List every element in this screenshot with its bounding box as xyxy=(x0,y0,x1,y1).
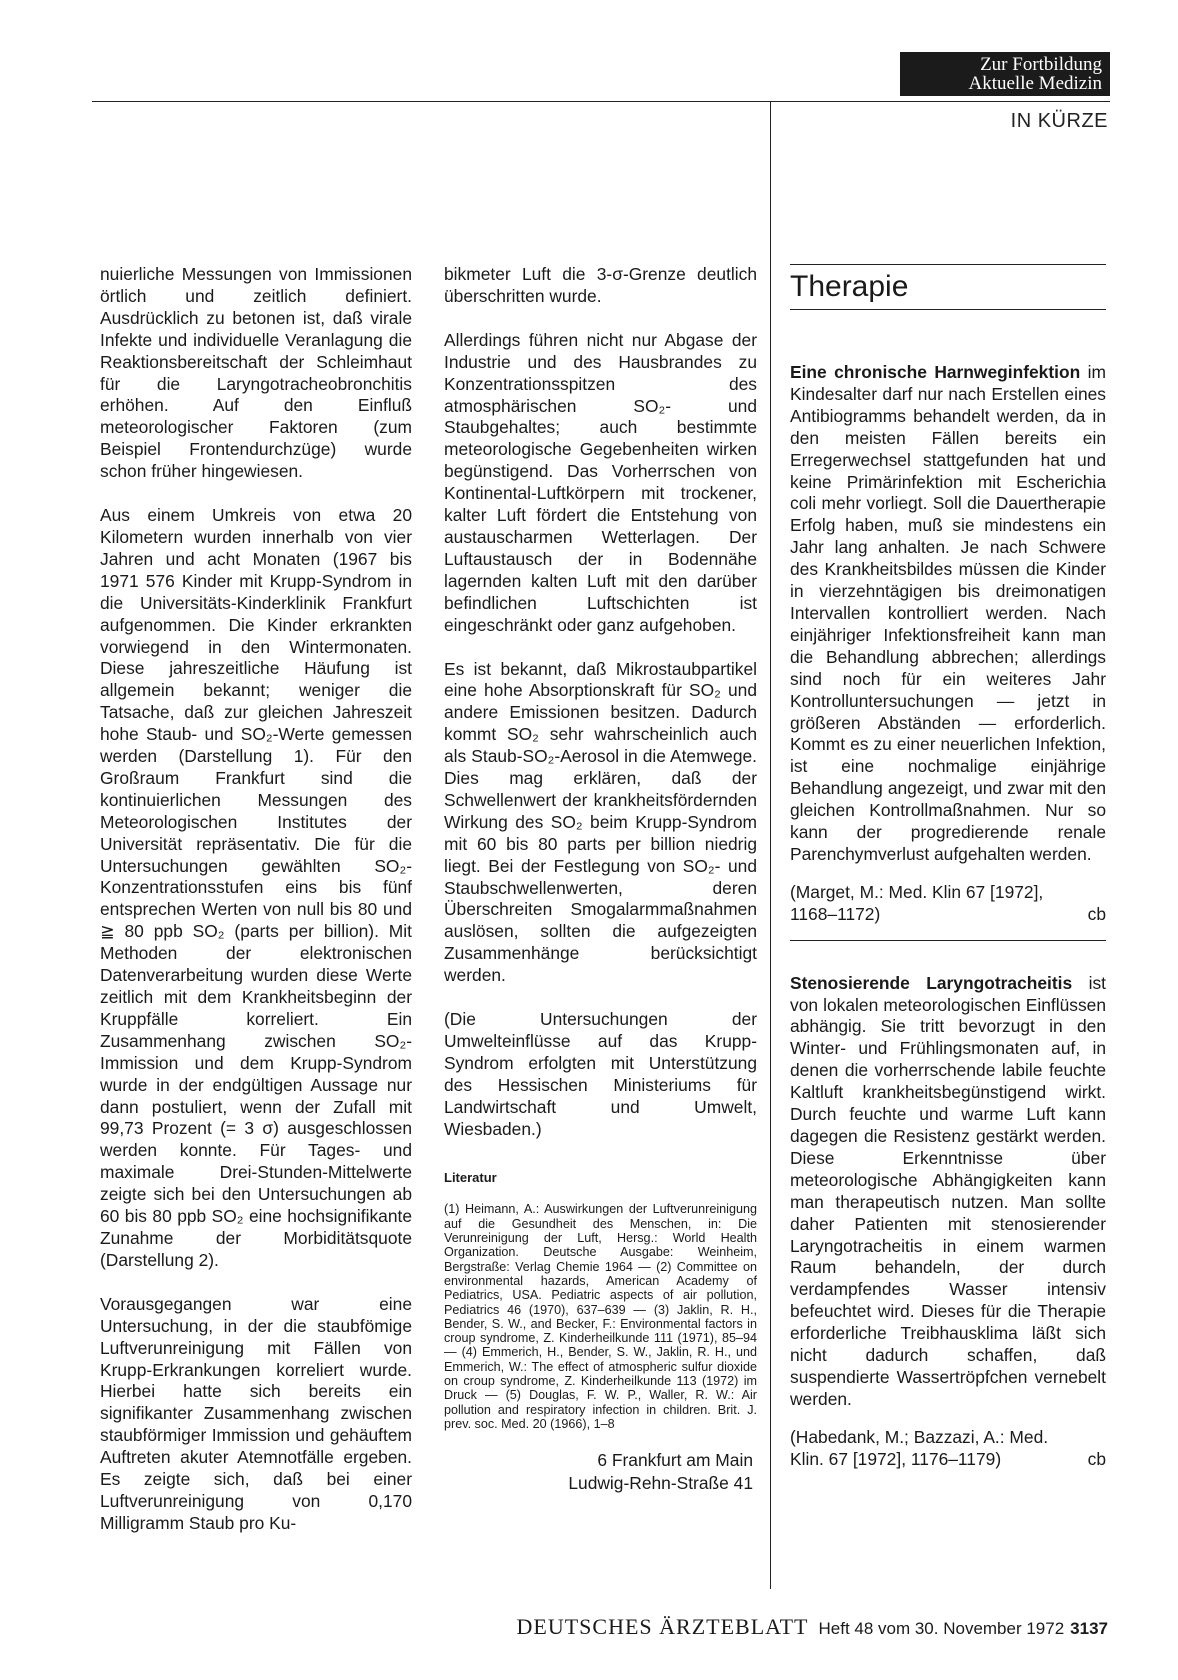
literature-list: (1) Heimann, A.: Auswirkungen der Luftverunreinigung auf die Gesundheit des Menschen, in: Die Verunreinigung der Luft, Hersg.: World Health Organization. Deutsche Ausgabe: Weinheim, Bergstraße: Verlag Chemie 1964 — (2) Committee on environmental hazards, American Academy of Pediatrics, USA. Pediatric aspects of air pollution, Pediatrics 46 (1970), 637–639 — (3) Jaklin, R. H., Bender, S. W., and Becker, F.: Environmental factors in croup syndrome, Z. Kinderheilkunde 111 (1971), 85–94 — (4) Emmerich, H., Bender, S. W., Jaklin, R. H., und Emmerich, W.: The effect of atmospheric sulfur dioxide on croup syndrome, Z. Kinderheilkunde 113 (1972) im Druck — (5) Douglas, F. W. P., Waller, R. W.: Air pollution and respiratory infection in children. Brit. J. prev. soc. Med. 20 (1966), 1–8 xyxy=(444,1202,757,1431)
section-title-therapie: Therapie xyxy=(790,270,909,303)
column-1 xyxy=(100,264,412,1535)
journal-name: DEUTSCHES ÄRZTEBLATT xyxy=(516,1614,809,1639)
literature-heading: Literatur xyxy=(444,1169,497,1185)
item-separator xyxy=(790,940,1106,941)
therapie-rule-bottom xyxy=(790,309,1106,310)
therapy-item-2 xyxy=(790,973,1106,1411)
therapy-item-2-body: ist von lokalen meteorologischen Einflüssen abhängig. Sie tritt bevorzugt in den Winter- und Frühlingsmonaten auf, in denen die vorherrschende labile feuchte Kaltluft krankheitsbegünstigend wirkt. Durch feuchte und warme Luft kann dagegen die Resistenz gestärkt werden. Diese Erkenntnisse über meteorologische Abhängigkeiten kann man therapeutisch nutzen. Man sollte daher Patienten mit stenosierender Laryngotracheitis in einem warmen Raum behandeln, der durch verdampfendes Wasser intensiv befeuchtet wird. Dieses für die Therapie erforderliche Treibhausklima läßt sich nicht dadurch schaffen, daß suspendierte Wassertröpfchen vernebelt werden. xyxy=(790,972,1106,1409)
section-label: IN KÜRZE xyxy=(1010,110,1108,132)
citation-1-initials: cb xyxy=(1087,903,1106,924)
page-number: 3137 xyxy=(1070,1619,1108,1638)
therapy-item-1 xyxy=(790,362,1106,866)
therapy-item-1-body: im Kindesalter darf nur nach Erstellen eines Antibiogramms behandelt werden, da in den meisten Fällen bereits ein Erregerwechsel stattgefunden hat und keine Primärinfektion mit Escherichia coli mehr vorliegt. Soll die Dauertherapie Erfolg haben, muß sie mindestens ein Jahr lang anhalten. Je nach Schwere des Krankheitsbildes müssen die Kinder in vierzehntägigen bis dreimonatigen Intervallen kontrolliert werden. Nach einjähriger Infektionsfreiheit kann man die Behandlung abbrechen; allerdings sind noch für ein weiteres Jahr Kontrolluntersuchungen — jetzt in größeren Abständen — erforderlich. Kommt es zu einer neuerlichen Infektion, ist eine nochmalige einjährige Behandlung angezeigt, und zwar mit den gleichen Kontrollmaßnahmen. Nur so kann der progredierende renale Parenchymverlust aufgehalten werden. xyxy=(790,362,1106,864)
therapy-item-1-heading: Eine chronische Harnweginfektion xyxy=(790,362,1081,382)
col1-paragraph-1: nuierliche Messungen von Immissionen örtlich und zeitlich definiert. Ausdrücklich zu betonen ist, daß virale Infekte und individuelle Veranlagung die Reaktionsbereitschaft der Schleimhaut für die Laryngotracheobronchitis erhöhen. Auf den Einfluß meteorologischer Faktoren (zum Beispiel Frontendurchzüge) wurde schon früher hingewiesen. xyxy=(100,264,412,482)
issue-info: Heft 48 vom 30. November 1972 xyxy=(818,1619,1065,1638)
therapy-item-1-citation xyxy=(790,882,1106,926)
citation-2-line-1: (Habedank, M.; Bazzazi, A.: Med. xyxy=(790,1426,1049,1447)
col2-paragraph-4: (Die Untersuchungen der Umwelteinflüsse auf das Krupp-Syndrom erfolgten mit Unterstützung des Hessischen Ministeriums für Landwirtschaft und Umwelt, Wiesbaden.) xyxy=(444,1009,757,1139)
col1-paragraph-2: Aus einem Umkreis von etwa 20 Kilometern wurden innerhalb von vier Jahren und acht Monaten (1967 bis 1971 576 Kinder mit Krupp-Syndrom in die Universitäts-Kinderklinik Frankfurt aufgenommen. Die Kinder erkrankten vorwiegend in den Wintermonaten. Diese jahreszeitliche Häufung ist allgemein bekannt; weniger die Tatsache, daß zur gleichen Jahreszeit hohe Staub- und SO₂-Werte gemessen werden (Darstellung 1). Für den Großraum Frankfurt sind die kontinuierlichen Messungen des Meteorologischen Institutes der Universität repräsentativ. Die für die Untersuchungen gewählten SO₂-Konzentrationsstufen eins bis fünf entsprechen Werten von null bis 80 und ≧ 80 ppb SO₂ (parts per billion). Mit Methoden der elektronischen Datenverarbeitung wurden diese Werte zeitlich mit dem Krankheitsbeginn der Kruppfälle korreliert. Ein Zusammenhang zwischen SO₂-Immission und dem Krupp-Syndrom wurde in der endgültigen Aussage nur dann postuliert, wenn der Zufall mit 99,73 Prozent (= 3 σ) ausgeschlossen werden konnte. Für Tages- und maximale Drei-Stunden-Mittelwerte zeigte sich bei den Untersuchungen ab 60 bis 80 ppb SO₂ eine hochsignifikante Zunahme der Morbiditätsquote (Darstellung 2). xyxy=(100,505,412,1270)
author-address xyxy=(444,1449,757,1495)
column-divider xyxy=(770,101,771,1589)
column-2 xyxy=(444,264,757,1495)
address-line-1: 6 Frankfurt am Main xyxy=(597,1450,753,1471)
citation-2-line-2: Klin. 67 [1972], 1176–1179) xyxy=(790,1448,1002,1469)
citation-1-line-1: (Marget, M.: Med. Klin 67 [1972], xyxy=(790,881,1044,902)
therapy-item-2-heading: Stenosierende Laryngotracheitis xyxy=(790,972,1073,993)
masthead-line-1: Zur Fortbildung xyxy=(980,54,1102,75)
masthead-box xyxy=(900,52,1110,96)
therapy-item-2-citation xyxy=(790,1427,1106,1471)
col1-paragraph-3: Vorausgegangen war eine Untersuchung, in der die staubfömige Luftverunreinigung mit Fällen von Krupp-Erkrankungen korreliert wurde. Hierbei hatte sich bereits ein signifikanter Zusammenhang zwischen staubförmiger Immission und gehäuftem Auftreten akuter Atemnotfälle ergeben. Es zeigte sich, daß bei einer Luftverunreinigung von 0,170 Milligramm Staub pro Ku- xyxy=(100,1293,412,1533)
masthead-line-2: Aktuelle Medizin xyxy=(968,73,1102,94)
col2-paragraph-2: Allerdings führen nicht nur Abgase der Industrie und des Hausbrandes zu Konzentrationsspitzen des atmosphärischen SO₂- und Staubgehaltes; auch bestimmte meteorologische Gegebenheiten wirken begünstigend. Das Vorherrschen von Kontinental-Luftkörpern mit trockener, kalter Luft fördert die Entstehung von austauscharmen Wetterlagen. Der Luftaustausch der in Bodennähe lagernden kalten Luft mit den darüber befindlichen Luftschichten ist eingeschränkt oder ganz aufgehoben. xyxy=(444,329,757,635)
address-line-2: Ludwig-Rehn-Straße 41 xyxy=(568,1473,753,1494)
page-footer xyxy=(0,1614,1108,1640)
col2-paragraph-3: Es ist bekannt, daß Mikrostaubpartikel eine hohe Absorptionskraft für SO₂ und andere Emissionen besitzen. Dadurch kommt SO₂ sehr wahrscheinlich auch als Staub-SO₂-Aerosol in die Atemwege. Dies mag erklären, daß der Schwellenwert der krankheitsfördernden Wirkung des SO₂ beim Krupp-Syndrom mit 60 bis 80 parts per billion niedrig liegt. Bei der Festlegung von SO₂- und Staubschwellenwerten, deren Überschreiten Smogalarmmaßnahmen auslösen, sollten die aufgezeigten Zusammenhänge berücksichtigt werden. xyxy=(444,658,757,986)
citation-2-initials: cb xyxy=(1087,1448,1106,1469)
col2-paragraph-1: bikmeter Luft die 3-σ-Grenze deutlich überschritten wurde. xyxy=(444,264,757,306)
column-3 xyxy=(790,264,1106,1471)
therapie-rule-top xyxy=(790,264,1106,265)
citation-1-line-2: 1168–1172) xyxy=(790,903,881,924)
top-rule xyxy=(92,101,1110,102)
